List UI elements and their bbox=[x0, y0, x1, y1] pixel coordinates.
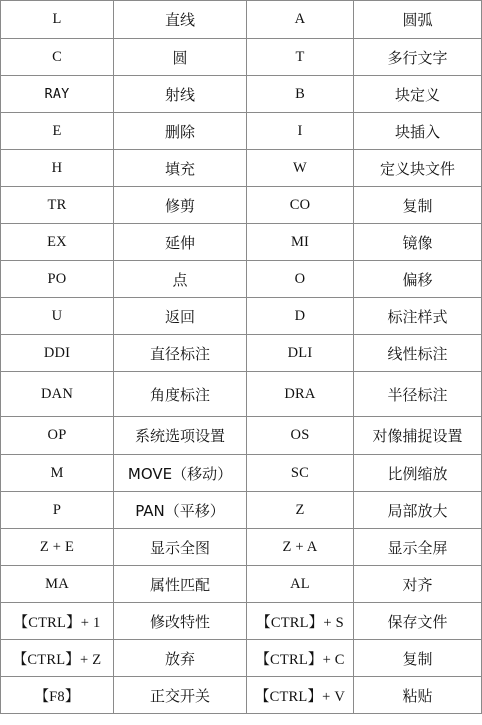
shortcut-command-cell: T bbox=[247, 39, 354, 76]
shortcut-description-cell: 复制 bbox=[354, 640, 482, 677]
shortcut-command-cell: I bbox=[247, 113, 354, 150]
shortcut-command-cell: 【CTRL】+ Z bbox=[1, 640, 114, 677]
shortcut-command-cell: A bbox=[247, 1, 354, 39]
shortcut-command-cell: 【CTRL】+ V bbox=[247, 677, 354, 714]
shortcut-description-cell: 返回 bbox=[114, 298, 247, 335]
shortcut-command-cell: H bbox=[1, 150, 114, 187]
table-row bbox=[1, 529, 482, 566]
table-row bbox=[1, 335, 482, 372]
shortcut-command-cell: Z bbox=[247, 492, 354, 529]
shortcut-command-cell: 【CTRL】+ C bbox=[247, 640, 354, 677]
table-row bbox=[1, 455, 482, 492]
shortcut-description-cell: 偏移 bbox=[354, 261, 482, 298]
shortcut-command-cell: OP bbox=[1, 417, 114, 455]
shortcut-description-cell: 正交开关 bbox=[114, 677, 247, 714]
shortcut-description-cell: 延伸 bbox=[114, 224, 247, 261]
shortcut-description-cell: 修改特性 bbox=[114, 603, 247, 640]
shortcut-description-cell: 系统选项设置 bbox=[114, 417, 247, 455]
shortcut-description-cell: 角度标注 bbox=[114, 372, 247, 417]
shortcut-description-cell: 半径标注 bbox=[354, 372, 482, 417]
shortcut-description-cell: 块插入 bbox=[354, 113, 482, 150]
shortcut-command-cell: EX bbox=[1, 224, 114, 261]
shortcut-description-cell: 标注样式 bbox=[354, 298, 482, 335]
shortcut-description-cell: 显示全屏 bbox=[354, 529, 482, 566]
shortcut-description-cell: 修剪 bbox=[114, 187, 247, 224]
shortcut-command-cell: B bbox=[247, 76, 354, 113]
table-row bbox=[1, 39, 482, 76]
shortcut-description-cell: 粘贴 bbox=[354, 677, 482, 714]
shortcut-description-cell: 点 bbox=[114, 261, 247, 298]
table-row bbox=[1, 298, 482, 335]
shortcut-description-cell: 线性标注 bbox=[354, 335, 482, 372]
shortcut-description-cell: 定义块文件 bbox=[354, 150, 482, 187]
shortcut-description-cell: 块定义 bbox=[354, 76, 482, 113]
shortcut-description-cell: 射线 bbox=[114, 76, 247, 113]
shortcut-command-cell: 【F8】 bbox=[1, 677, 114, 714]
shortcut-command-cell: 【CTRL】+ S bbox=[247, 603, 354, 640]
shortcut-command-cell: 【CTRL】+ 1 bbox=[1, 603, 114, 640]
shortcut-description-cell: 圆弧 bbox=[354, 1, 482, 39]
shortcut-description-cell: 镜像 bbox=[354, 224, 482, 261]
shortcut-command-cell: RAY bbox=[1, 76, 114, 113]
shortcut-description-cell: 直线 bbox=[114, 1, 247, 39]
shortcut-description-cell: 复制 bbox=[354, 187, 482, 224]
table-row bbox=[1, 76, 482, 113]
shortcut-description-cell: 删除 bbox=[114, 113, 247, 150]
shortcut-command-cell: DRA bbox=[247, 372, 354, 417]
shortcut-command-cell: P bbox=[1, 492, 114, 529]
table-row bbox=[1, 417, 482, 455]
shortcut-command-cell: M bbox=[1, 455, 114, 492]
shortcut-description-cell: 属性匹配 bbox=[114, 566, 247, 603]
shortcut-command-cell: E bbox=[1, 113, 114, 150]
shortcut-command-cell: OS bbox=[247, 417, 354, 455]
shortcut-command-cell: Z + A bbox=[247, 529, 354, 566]
shortcut-description-cell: PAN（平移） bbox=[114, 492, 247, 529]
table-row bbox=[1, 187, 482, 224]
shortcut-command-cell: DAN bbox=[1, 372, 114, 417]
shortcut-command-cell: W bbox=[247, 150, 354, 187]
shortcut-description-cell: 对齐 bbox=[354, 566, 482, 603]
shortcut-description-cell: 直径标注 bbox=[114, 335, 247, 372]
table-row bbox=[1, 1, 482, 39]
shortcut-description-cell: 放弃 bbox=[114, 640, 247, 677]
shortcut-command-cell: CO bbox=[247, 187, 354, 224]
table-row bbox=[1, 677, 482, 714]
table-row bbox=[1, 261, 482, 298]
shortcut-description-cell: 比例缩放 bbox=[354, 455, 482, 492]
shortcut-command-cell: Z + E bbox=[1, 529, 114, 566]
shortcut-command-cell: C bbox=[1, 39, 114, 76]
table-row bbox=[1, 640, 482, 677]
shortcut-command-cell: AL bbox=[247, 566, 354, 603]
table-row bbox=[1, 492, 482, 529]
shortcut-command-cell: TR bbox=[1, 187, 114, 224]
shortcut-description-cell: 显示全图 bbox=[114, 529, 247, 566]
shortcut-command-cell: MI bbox=[247, 224, 354, 261]
shortcut-command-cell: L bbox=[1, 1, 114, 39]
shortcut-command-cell: O bbox=[247, 261, 354, 298]
shortcut-description-cell: 保存文件 bbox=[354, 603, 482, 640]
shortcut-table-body bbox=[1, 1, 482, 714]
table-row bbox=[1, 113, 482, 150]
shortcut-command-cell: DLI bbox=[247, 335, 354, 372]
table-row bbox=[1, 603, 482, 640]
shortcut-description-cell: 对像捕捉设置 bbox=[354, 417, 482, 455]
shortcut-description-cell: 多行文字 bbox=[354, 39, 482, 76]
shortcut-command-cell: PO bbox=[1, 261, 114, 298]
table-row bbox=[1, 566, 482, 603]
shortcut-description-cell: MOVE（移动） bbox=[114, 455, 247, 492]
shortcut-command-cell: SC bbox=[247, 455, 354, 492]
table-row bbox=[1, 224, 482, 261]
shortcut-command-cell: U bbox=[1, 298, 114, 335]
shortcut-command-cell: D bbox=[247, 298, 354, 335]
shortcut-description-cell: 圆 bbox=[114, 39, 247, 76]
shortcut-description-cell: 局部放大 bbox=[354, 492, 482, 529]
table-row bbox=[1, 150, 482, 187]
shortcut-command-cell: MA bbox=[1, 566, 114, 603]
table-row bbox=[1, 372, 482, 417]
shortcut-description-cell: 填充 bbox=[114, 150, 247, 187]
shortcut-command-cell: DDI bbox=[1, 335, 114, 372]
